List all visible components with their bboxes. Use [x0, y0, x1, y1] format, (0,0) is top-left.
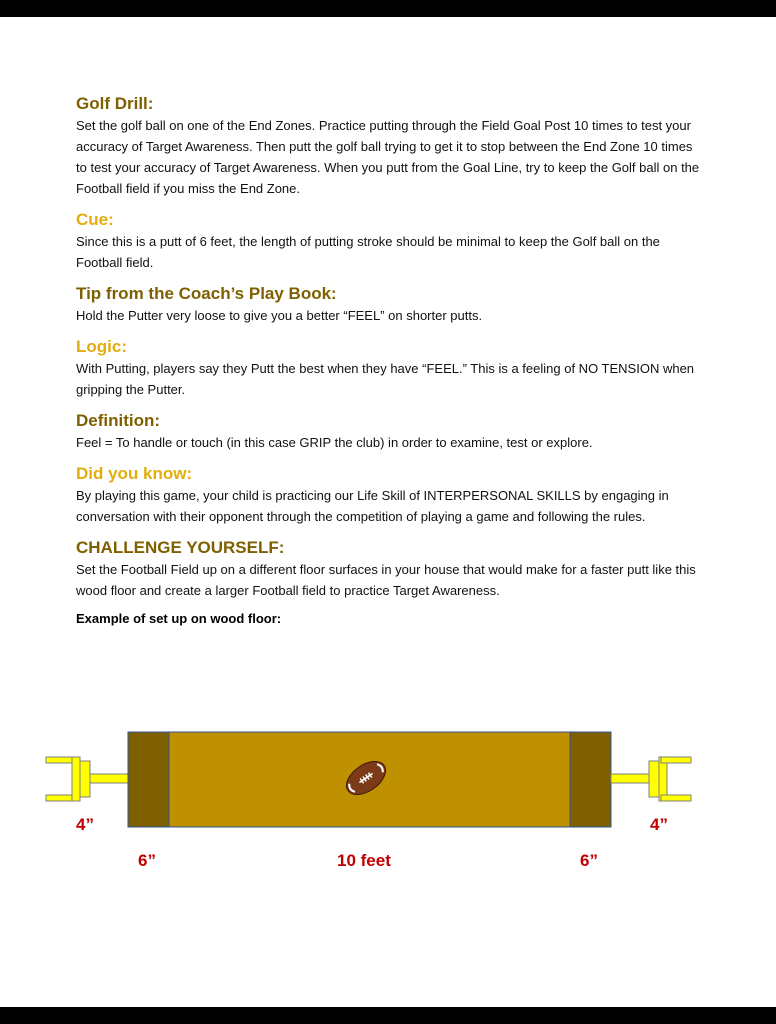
- text-logic: With Putting, players say they Putt the best when they have “FEEL.” This is a feeling of NO TENSION when gripping the Putter.: [76, 361, 695, 397]
- heading-did-you-know: Did you know:: [76, 464, 193, 483]
- football-field-diagram: [0, 17, 776, 1007]
- heading-golf-drill: Golf Drill:: [76, 94, 154, 113]
- text-golf-drill: Set the golf ball on one of the End Zones. Practice putting through the Field Goal Post 10 times to test your accuracy of Target Awareness. Then putt the golf ball trying to get it to stop between the End Zone 10 times to test your accuracy of Target Awareness. When you putt from the Goal Line, try to keep the Golf ball on the Football field if you miss the End Zone.: [76, 118, 700, 196]
- heading-definition: Definition:: [76, 411, 161, 430]
- label-field-length: 10 feet: [337, 851, 391, 870]
- label-goalpost-right: 4”: [650, 815, 668, 834]
- text-did-you-know: By playing this game, your child is practicing our Life Skill of INTERPERSONAL SKILLS by engaging in conversation with their opponent through the competition of playing a game and following the rules.: [76, 488, 669, 524]
- label-goalpost-left: 4”: [76, 815, 94, 834]
- example-label: Example of set up on wood floor:: [76, 611, 282, 626]
- label-endzone-left: 6”: [138, 851, 156, 870]
- goalpost-left: [46, 757, 128, 801]
- endzone-right: [570, 732, 611, 827]
- text-challenge: Set the Football Field up on a different floor surfaces in your house that would make for a faster putt like this wood floor and create a larger Football field to practice Target Awareness.: [76, 562, 696, 598]
- heading-challenge: CHALLENGE YOURSELF:: [76, 538, 285, 557]
- heading-tip: Tip from the Coach’s Play Book:: [76, 284, 337, 303]
- text-definition: Feel = To handle or touch (in this case GRIP the club) in order to examine, test or explore.: [76, 435, 593, 450]
- heading-cue: Cue:: [76, 210, 114, 229]
- heading-logic: Logic:: [76, 337, 127, 356]
- label-endzone-right: 6”: [580, 851, 598, 870]
- goalpost-right: [611, 757, 691, 801]
- text-cue: Since this is a putt of 6 feet, the length of putting stroke should be minimal to keep the Golf ball on the Football field.: [76, 234, 660, 270]
- text-tip: Hold the Putter very loose to give you a better “FEEL” on shorter putts.: [76, 308, 483, 323]
- endzone-left: [128, 732, 169, 827]
- document-page: [0, 17, 776, 1007]
